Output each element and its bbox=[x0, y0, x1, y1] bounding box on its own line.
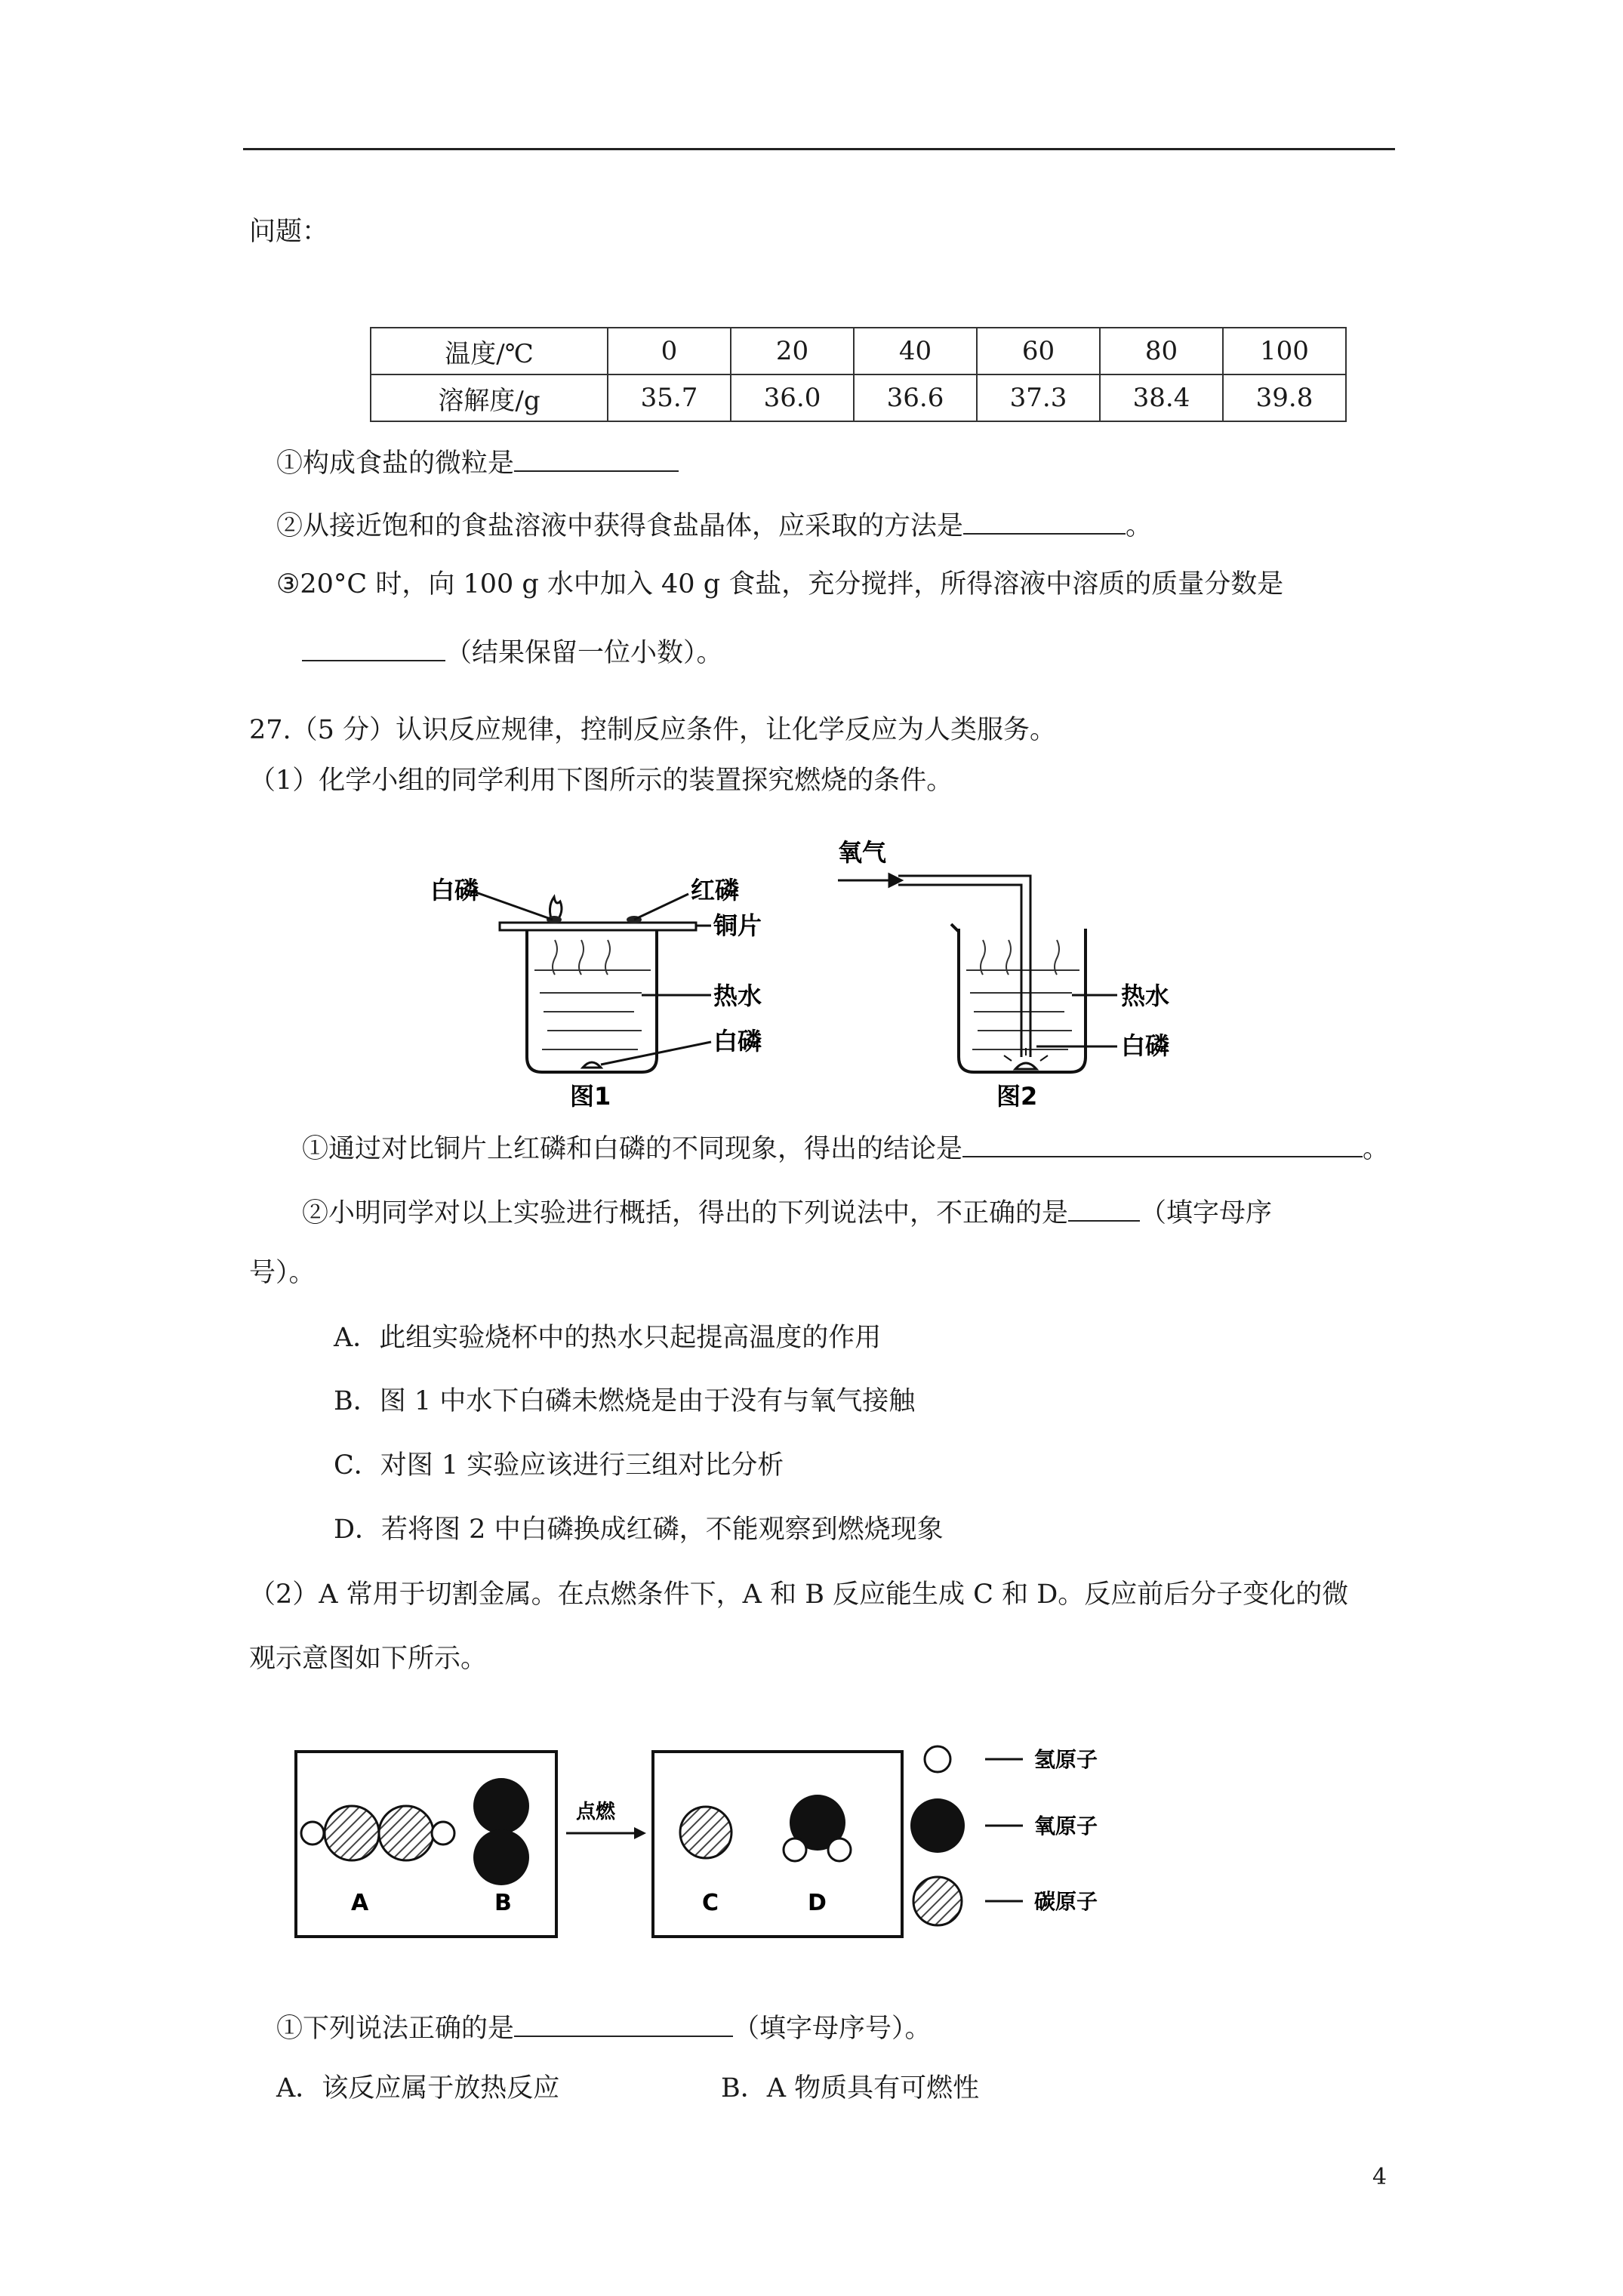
molecule-b bbox=[473, 1778, 529, 1885]
carbon-legend-icon bbox=[913, 1877, 962, 1925]
oxygen-legend-icon bbox=[910, 1798, 965, 1853]
q27-sub1: ①下列说法正确的是 （填字母序号）。 bbox=[276, 2008, 932, 2045]
q27-part2-line1: （2）A 常用于切割金属。在点燃条件下，A 和 B 反应能生成 C 和 D。反应前后分子变化的微 bbox=[249, 1579, 1349, 1610]
sub-option-a: A．该反应属于放热反应 bbox=[276, 2073, 560, 2103]
q27-item2-cont: 号）。 bbox=[249, 1258, 316, 1288]
legend-carbon: 碳原子 bbox=[1034, 1889, 1098, 1914]
table-row bbox=[371, 328, 1346, 374]
solubility-cell: 37.3 bbox=[977, 374, 1100, 421]
solubility-cell: 39.8 bbox=[1223, 374, 1346, 421]
label-copper-sheet: 铜片 bbox=[713, 911, 762, 940]
temperature-header: 温度/℃ bbox=[371, 328, 608, 374]
leader-lines-2 bbox=[1036, 995, 1117, 1046]
oxygen-arrow bbox=[838, 874, 901, 886]
label-hot-water-2: 热水 bbox=[1121, 982, 1170, 1010]
solubility-table bbox=[370, 327, 1347, 422]
solubility-cell: 36.6 bbox=[854, 374, 977, 421]
label-a: A bbox=[351, 1890, 369, 1916]
question-label: 问题： bbox=[249, 217, 329, 247]
temperature-cell: 80 bbox=[1100, 328, 1223, 374]
q26-item3-cont: （结果保留一位小数）。 bbox=[302, 633, 723, 670]
label-hot-water-1: 热水 bbox=[713, 982, 762, 1010]
molecular-reaction-diagram bbox=[287, 1729, 1193, 1948]
leader-lines-1 bbox=[472, 891, 711, 1065]
molecule-c bbox=[680, 1807, 731, 1858]
temperature-cell: 0 bbox=[608, 328, 731, 374]
legend-oxygen: 氧原子 bbox=[1034, 1814, 1098, 1838]
caption-figure-1: 图1 bbox=[570, 1082, 611, 1110]
q26-item3: ③20°C 时，向 100 g 水中加入 40 g 食盐，充分搅拌，所得溶液中溶质的质量分数是 bbox=[276, 569, 1284, 599]
legend bbox=[910, 1746, 1098, 1925]
header-rule bbox=[243, 148, 1395, 150]
combustion-apparatus-figure bbox=[415, 831, 1208, 1110]
answer-blank[interactable] bbox=[962, 1129, 1363, 1157]
water-1 bbox=[534, 940, 651, 1049]
option-c: C．对图 1 实验应该进行三组对比分析 bbox=[334, 1450, 784, 1481]
caption-figure-2: 图2 bbox=[996, 1082, 1038, 1110]
option-b: B．图 1 中水下白磷未燃烧是由于没有与氧气接触 bbox=[334, 1386, 916, 1416]
q26-item2: ②从接近饱和的食盐溶液中获得食盐晶体，应采取的方法是 。 bbox=[276, 506, 1152, 543]
answer-blank[interactable] bbox=[1068, 1193, 1140, 1222]
option-a: A．此组实验烧杯中的热水只起提高温度的作用 bbox=[334, 1323, 882, 1353]
label-white-phosphorus-2: 白磷 bbox=[1121, 1031, 1170, 1060]
page-number: 4 bbox=[1372, 2164, 1387, 2190]
answer-blank[interactable] bbox=[514, 443, 679, 472]
temperature-cell: 40 bbox=[854, 328, 977, 374]
white-phosphorus-sample bbox=[547, 916, 562, 923]
label-oxygen: 氧气 bbox=[838, 838, 887, 867]
molecule-d bbox=[784, 1795, 851, 1861]
solubility-cell: 36.0 bbox=[731, 374, 854, 421]
label-b: B bbox=[494, 1890, 512, 1916]
hydrogen-legend-icon bbox=[925, 1746, 950, 1772]
label-red-phosphorus: 红磷 bbox=[691, 876, 740, 905]
answer-blank[interactable] bbox=[302, 633, 445, 661]
q27-part1: （1）化学小组的同学利用下图所示的装置探究燃烧的条件。 bbox=[249, 766, 953, 796]
solubility-header: 溶解度/g bbox=[371, 374, 608, 421]
q27-header: 27.（5 分）认识反应规律，控制反应条件，让化学反应为人类服务。 bbox=[249, 715, 1057, 745]
table-row bbox=[371, 374, 1346, 421]
reaction-arrow bbox=[566, 1827, 646, 1839]
answer-blank[interactable] bbox=[963, 506, 1126, 535]
label-d: D bbox=[808, 1890, 827, 1916]
water-2 bbox=[966, 940, 1079, 1049]
sub-option-b: B．A 物质具有可燃性 bbox=[721, 2073, 980, 2103]
underwater-phosphorus bbox=[583, 1062, 601, 1068]
q27-item2: ②小明同学对以上实验进行概括，得出的下列说法中，不正确的是 （填字母序 bbox=[302, 1193, 1272, 1230]
q27-part2-line2: 观示意图如下所示。 bbox=[249, 1644, 488, 1674]
option-d: D．若将图 2 中白磷换成红磷，不能观察到燃烧现象 bbox=[334, 1515, 944, 1545]
temperature-cell: 20 bbox=[731, 328, 854, 374]
underwater-phosphorus-2 bbox=[1015, 1063, 1036, 1069]
label-c: C bbox=[702, 1890, 719, 1916]
copper-sheet bbox=[500, 923, 696, 930]
arrow-label: 点燃 bbox=[576, 1801, 616, 1823]
answer-blank[interactable] bbox=[514, 2008, 733, 2037]
solubility-cell: 38.4 bbox=[1100, 374, 1223, 421]
label-white-phosphorus-underwater: 白磷 bbox=[713, 1027, 762, 1056]
solubility-cell: 35.7 bbox=[608, 374, 731, 421]
q26-item1: ①构成食盐的微粒是 bbox=[276, 443, 679, 480]
temperature-cell: 100 bbox=[1223, 328, 1346, 374]
legend-hydrogen: 氢原子 bbox=[1034, 1747, 1098, 1772]
label-white-phosphorus: 白磷 bbox=[430, 876, 479, 905]
molecule-a bbox=[301, 1806, 454, 1860]
q27-item1: ①通过对比铜片上红磷和白磷的不同现象，得出的结论是 。 bbox=[302, 1129, 1389, 1166]
temperature-cell: 60 bbox=[977, 328, 1100, 374]
